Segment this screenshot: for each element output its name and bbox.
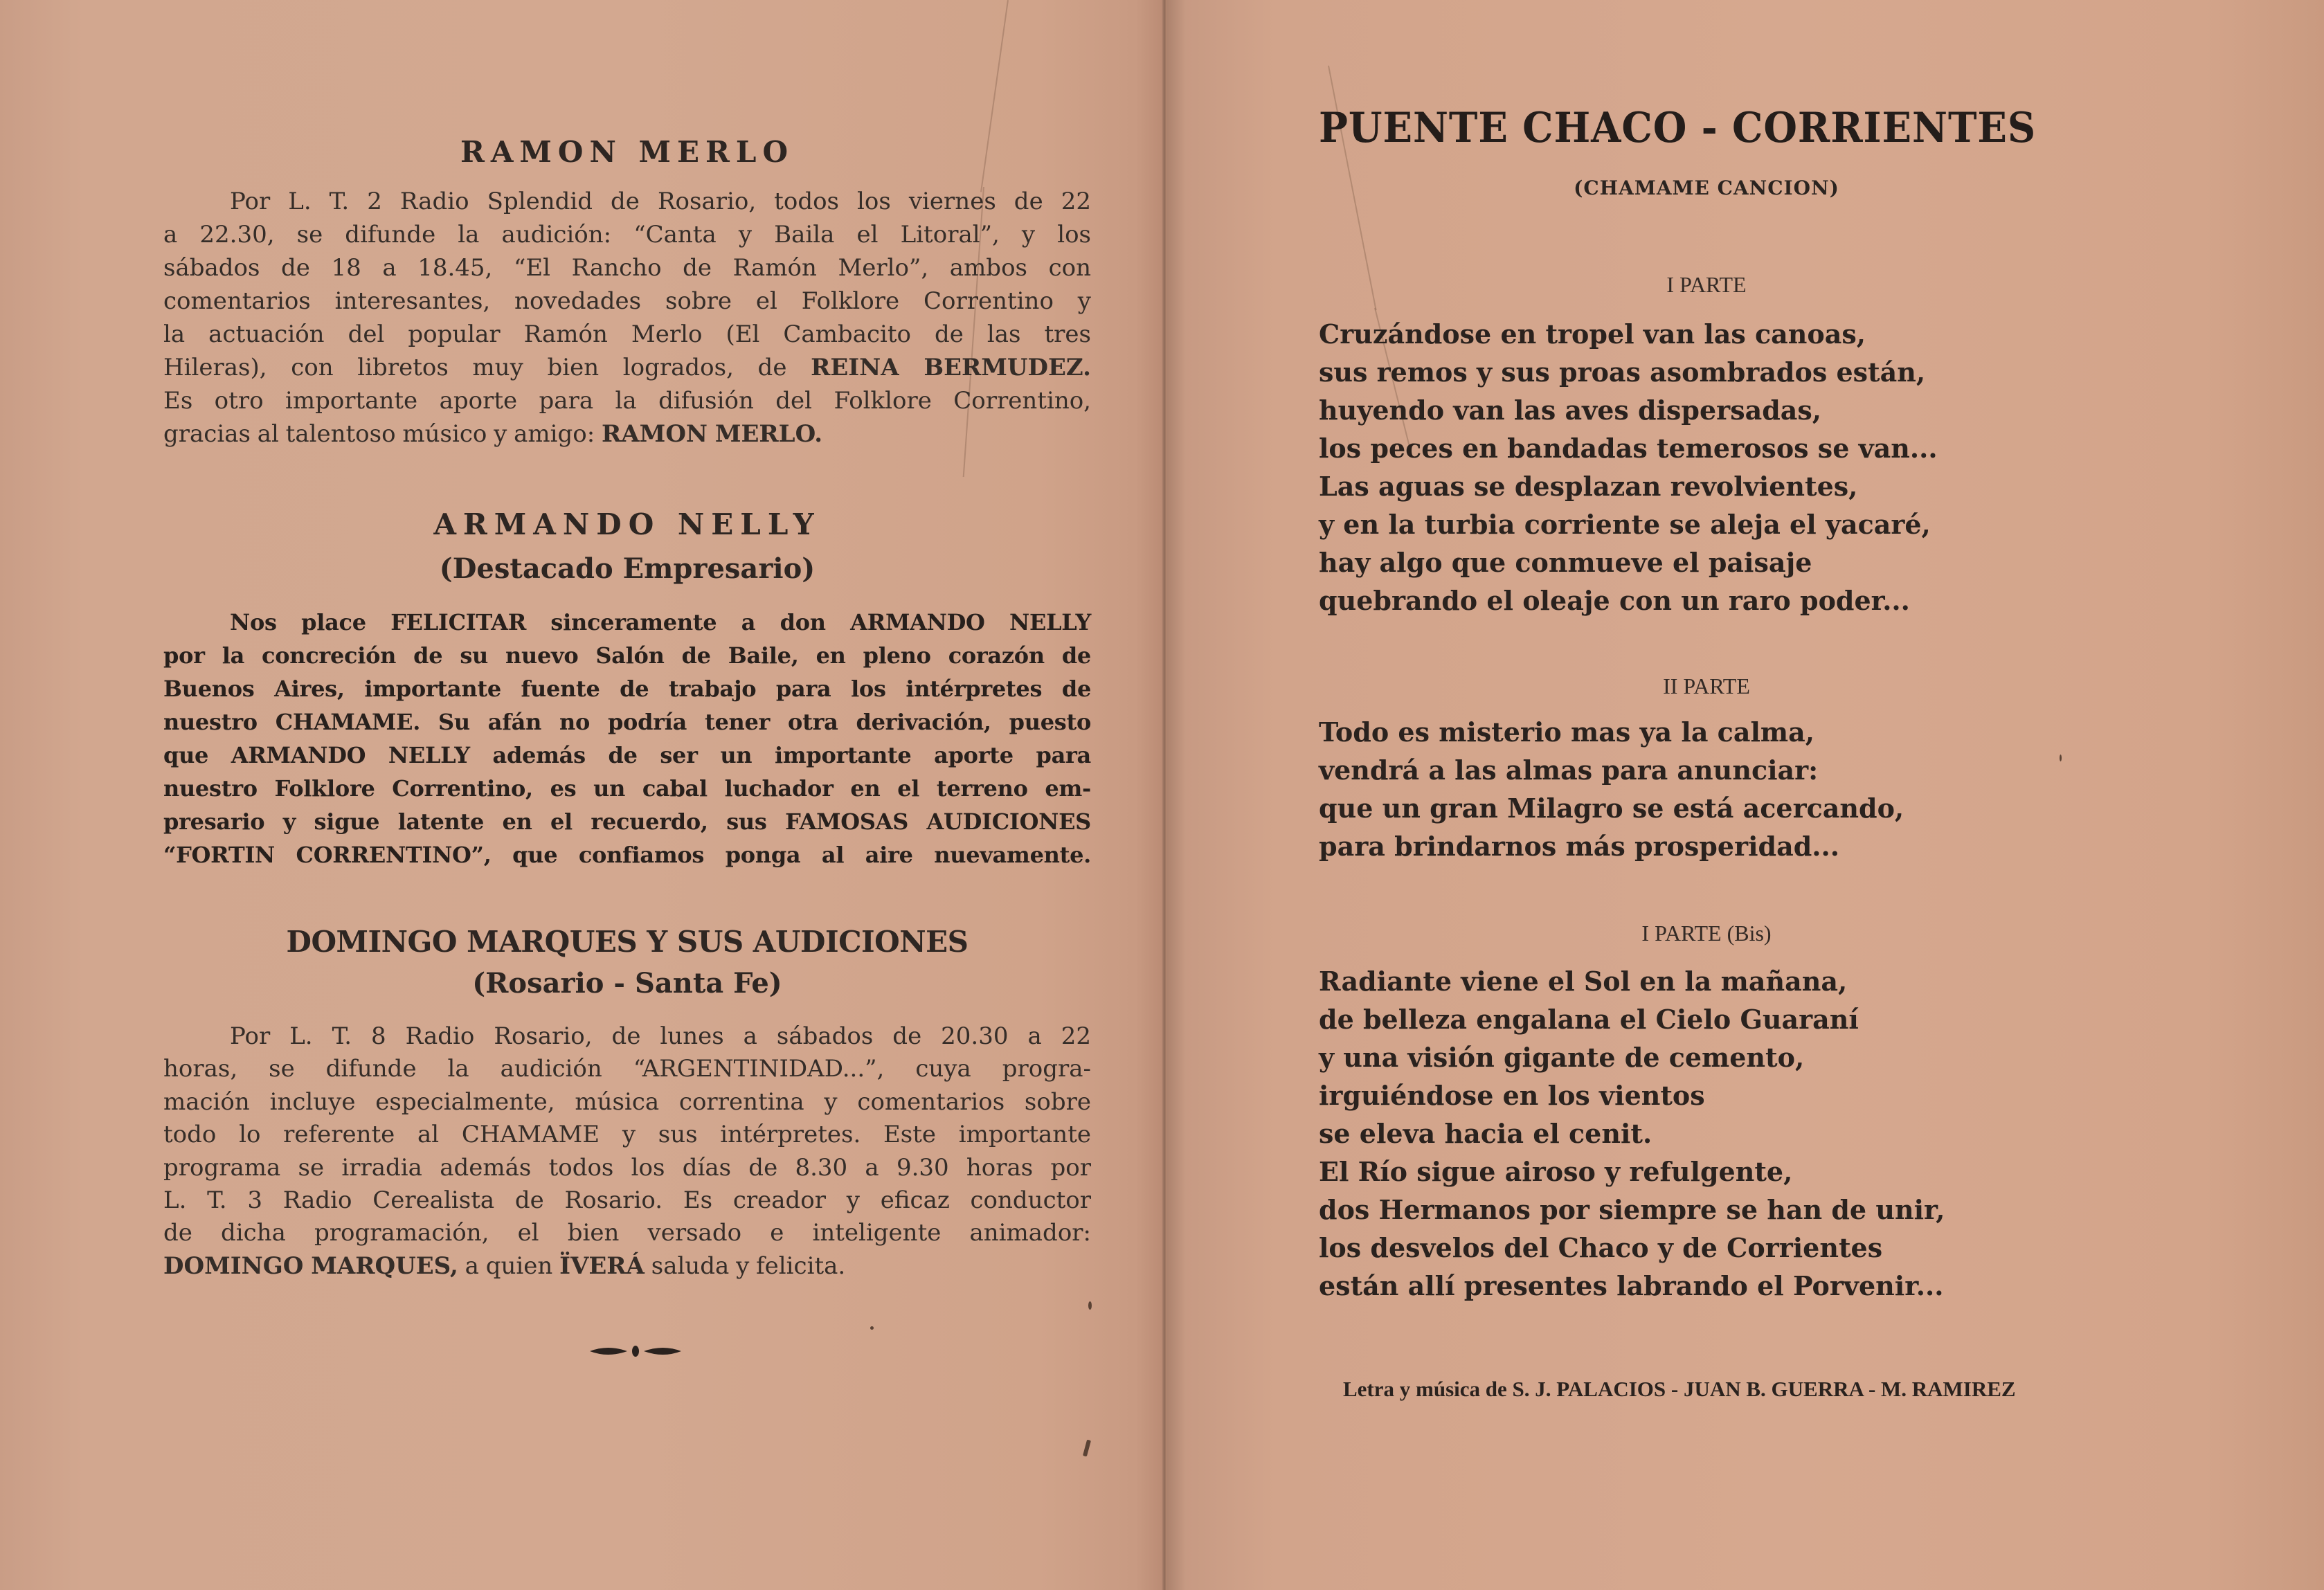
verse-line: Radiante viene el Sol en la mañana, bbox=[1319, 966, 1848, 997]
song-subtitle: (CHAMAME CANCION) bbox=[1574, 177, 1839, 199]
verse-line: quebrando el oleaje con un raro poder... bbox=[1319, 585, 1910, 616]
text-run: mación incluye especialmente, música correntina y comentarios sobre bbox=[163, 1087, 1091, 1116]
paragraph-line bbox=[163, 1053, 1091, 1085]
text-run: L. T. 3 Radio Cerealista de Rosario. Es creador y eficaz conductor bbox=[163, 1186, 1091, 1214]
verse-block bbox=[1319, 962, 2150, 1305]
text-run: comentarios interesantes, novedades sobre el Folklore Correntino y bbox=[163, 287, 1091, 315]
text-run: horas, se difunde la audición “ARGENTINIDAD...”, cuya progra- bbox=[163, 1055, 1091, 1083]
paragraph-line: que ARMANDO NELLY además de ser un importante aporte para bbox=[163, 742, 1091, 768]
verse-line: vendrá a las almas para anunciar: bbox=[1319, 755, 1819, 786]
paragraph-line: Buenos Aires, importante fuente de trabajo para los intérpretes de bbox=[163, 676, 1091, 702]
text-run: programa se irradia además todos los días de 8.30 a 9.30 horas por bbox=[163, 1153, 1091, 1182]
verse-line: y en la turbia corriente se aleja el yacaré, bbox=[1319, 509, 1931, 540]
text-run: a 22.30, se difunde la audición: “Canta y Baila el Litoral”, y los bbox=[163, 221, 1091, 249]
paragraph-line bbox=[163, 251, 1091, 284]
paragraph-line: presario y sigue latente en el recuerdo, sus FAMOSAS AUDICIONES bbox=[163, 808, 1091, 835]
text-run: la actuación del popular Ramón Merlo (El Cambacito de las tres bbox=[163, 320, 1091, 348]
paragraph-line: por la concreción de su nuevo Salón de Baile, en pleno corazón de bbox=[163, 642, 1091, 669]
song-title: PUENTE CHACO - CORRIENTES bbox=[1319, 104, 2037, 152]
verse-line: El Río sigue airoso y refulgente, bbox=[1319, 1156, 1793, 1187]
paragraph-line bbox=[163, 1086, 1091, 1119]
paragraph-line bbox=[163, 185, 1091, 218]
part-label: II PARTE bbox=[1663, 674, 1750, 698]
song-credits: Letra y música de S. J. PALACIOS - JUAN B. GUERRA - M. RAMIREZ bbox=[1343, 1377, 2016, 1401]
verse-line: los peces en bandadas temerosos se van... bbox=[1319, 433, 1938, 464]
verse-line: los desvelos del Chaco y de Corrientes bbox=[1319, 1232, 1883, 1263]
paragraph-line: nuestro Folklore Correntino, es un cabal luchador en el terreno em- bbox=[163, 775, 1091, 802]
bold-name: RAMON MERLO. bbox=[602, 420, 823, 448]
verse-line: irguiéndose en los vientos bbox=[1319, 1080, 1705, 1111]
section-subheading-armando-nelly: (Destacado Empresario) bbox=[439, 552, 816, 585]
bold-name: ÏVERÁ bbox=[559, 1252, 645, 1280]
paragraph-line bbox=[163, 1217, 1091, 1249]
section-heading-domingo-marques: DOMINGO MARQUES Y SUS AUDICIONES bbox=[286, 925, 969, 959]
paragraph-line bbox=[163, 318, 1091, 351]
paper-speck bbox=[870, 1326, 874, 1330]
verse-line: de belleza engalana el Cielo Guaraní bbox=[1319, 1004, 1859, 1035]
section-heading-ramon-merlo: RAMON MERLO bbox=[460, 135, 795, 169]
paragraph-line bbox=[163, 218, 1091, 251]
text-run: a quien bbox=[458, 1252, 560, 1280]
text-run: Por L. T. 2 Radio Splendid de Rosario, todos los viernes de 22 bbox=[230, 188, 1091, 215]
text-run: Por L. T. 8 Radio Rosario, de lunes a sábados de 20.30 a 22 bbox=[230, 1022, 1091, 1050]
verse-line: Todo es misterio mas ya la calma, bbox=[1319, 716, 1814, 748]
verse-line: están allí presentes labrando el Porvenir... bbox=[1319, 1270, 1944, 1301]
verse-line: se eleva hacia el cenit. bbox=[1319, 1118, 1652, 1149]
verse-line: sus remos y sus proas asombrados están, bbox=[1319, 356, 1926, 388]
paragraph-line bbox=[163, 1184, 1091, 1217]
paragraph-line bbox=[163, 384, 1091, 417]
text-run: todo lo referente al CHAMAME y sus intérpretes. Este importante bbox=[163, 1121, 1091, 1149]
paragraph-line: Nos place FELICITAR sinceramente a don ARMANDO NELLY bbox=[230, 609, 1091, 635]
fleuron-divider-icon bbox=[587, 1343, 684, 1359]
paper-speck bbox=[1088, 1301, 1092, 1310]
bold-name: REINA BERMUDEZ. bbox=[811, 354, 1091, 381]
bold-name: DOMINGO MARQUES, bbox=[163, 1252, 458, 1280]
book-gutter bbox=[1162, 0, 1167, 1590]
paragraph-ramon-merlo bbox=[163, 185, 1091, 451]
paragraph-line: “FORTIN CORRENTINO”, que confiamos ponga al aire nuevamente. bbox=[163, 842, 1091, 868]
text-run: Hileras), con libretos muy bien logrados, de bbox=[163, 354, 811, 381]
section-subheading-domingo-marques: (Rosario - Santa Fe) bbox=[472, 967, 782, 1000]
paragraph-line bbox=[163, 284, 1091, 318]
text-run: Es otro importante aporte para la difusión del Folklore Correntino, bbox=[163, 387, 1091, 415]
verse-line: y una visión gigante de cemento, bbox=[1319, 1042, 1805, 1073]
section-heading-armando-nelly: ARMANDO NELLY bbox=[433, 507, 821, 541]
paragraph-line: nuestro CHAMAME. Su afán no podría tener otra derivación, puesto bbox=[163, 709, 1091, 735]
text-run: de dicha programación, el bien versado e inteligente animador: bbox=[163, 1219, 1091, 1247]
paragraph-armando-nelly bbox=[163, 606, 1091, 871]
verse-line: Las aguas se desplazan revolvientes, bbox=[1319, 471, 1858, 502]
paragraph-line bbox=[163, 417, 1091, 451]
verse-block bbox=[1319, 315, 2150, 620]
paragraph-line bbox=[163, 1020, 1091, 1053]
verse-line: Cruzándose en tropel van las canoas, bbox=[1319, 318, 1866, 350]
verse-line: para brindarnos más prosperidad... bbox=[1319, 831, 1839, 862]
verse-line: huyendo van las aves dispersadas, bbox=[1319, 395, 1822, 426]
verse-block bbox=[1319, 713, 2150, 865]
verse-line: hay algo que conmueve el paisaje bbox=[1319, 547, 1812, 578]
paragraph-line bbox=[163, 1152, 1091, 1184]
text-run: sábados de 18 a 18.45, “El Rancho de Ramón Merlo”, ambos con bbox=[163, 254, 1091, 282]
part-label: I PARTE (Bis) bbox=[1641, 921, 1772, 946]
paragraph-line bbox=[163, 1119, 1091, 1151]
paper-speck bbox=[2060, 755, 2062, 761]
part-label: I PARTE bbox=[1666, 272, 1747, 297]
paragraph-line bbox=[163, 351, 1091, 384]
paragraph-domingo-marques bbox=[163, 1020, 1091, 1283]
verse-line: dos Hermanos por siempre se han de unir, bbox=[1319, 1194, 1945, 1225]
text-run: saluda y felicita. bbox=[644, 1252, 846, 1280]
text-run: gracias al talentoso músico y amigo: bbox=[163, 420, 602, 448]
paragraph-line bbox=[163, 1250, 1091, 1283]
verse-line: que un gran Milagro se está acercando, bbox=[1319, 793, 1904, 824]
